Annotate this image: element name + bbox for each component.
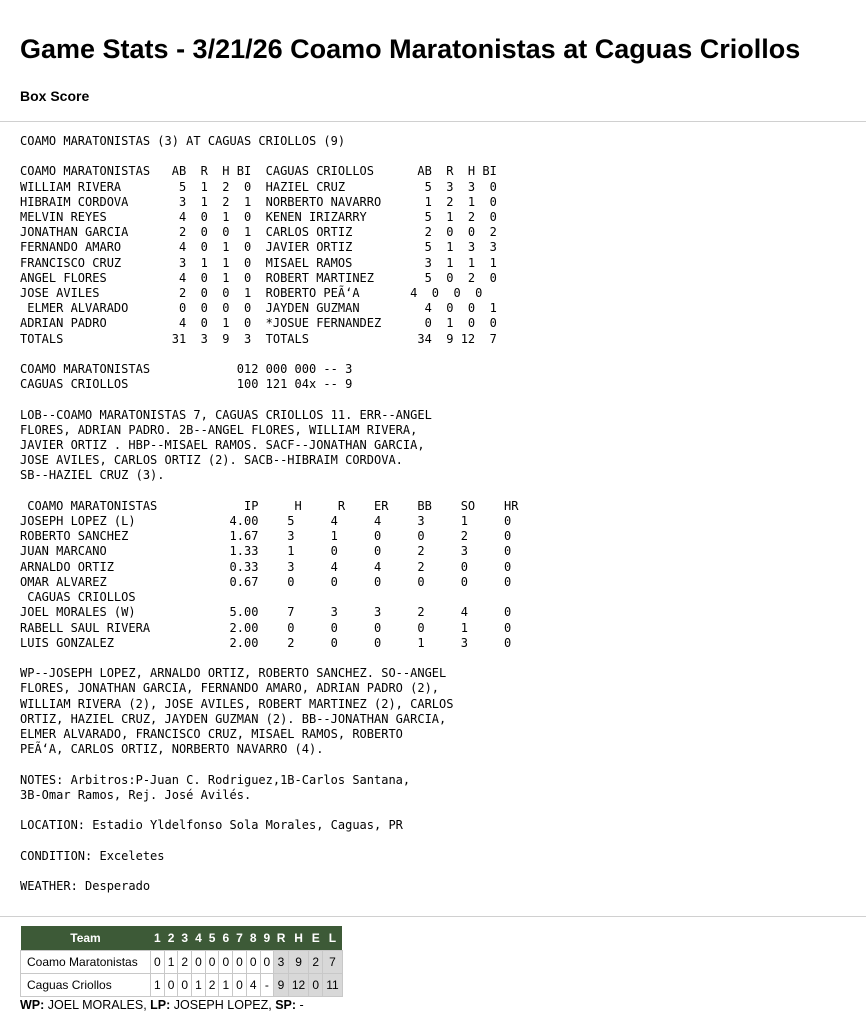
inning-cell: 0 [178,974,192,997]
inning-cell: 0 [164,974,178,997]
linescore-table [20,926,343,997]
inning-cell: 1 [192,974,206,997]
inning-cell: 0 [151,951,165,974]
header-hits: H [288,926,308,951]
header-inning-7: 7 [233,926,247,951]
divider-bottom [0,916,866,917]
header-team: Team [21,926,151,951]
header-inning-1: 1 [151,926,165,951]
inning-cell: 1 [219,974,233,997]
header-lob: L [323,926,342,951]
header-inning-4: 4 [192,926,206,951]
inning-cell: 0 [219,951,233,974]
header-inning-9: 9 [260,926,274,951]
inning-cell: 2 [178,951,192,974]
team-name: Caguas Criollos [21,974,151,997]
hits-cell: 12 [288,974,308,997]
losing-pitcher: JOSEPH LOPEZ, [173,998,272,1012]
header-inning-2: 2 [164,926,178,951]
inning-cell: 0 [233,951,247,974]
team-name: Coamo Maratonistas [21,951,151,974]
divider-top [0,121,866,122]
runs-cell: 3 [274,951,289,974]
section-title: Box Score [20,88,90,104]
box-score-text: COAMO MARATONISTAS (3) AT CAGUAS CRIOLLOS (9) COAMO MARATONISTAS AB R H BI CAGUAS CRIOLLOS AB R H BI WILLIAM RIVERA 5 1 2 0 HAZIEL CRUZ 5 3 3 0 HIBRAIM CORDOVA 3 1 2 1 NORBERTO NAVARRO 1 2 1 0 MELVIN REYES 4 0 1 0 KENEN IRIZARRY 5 1 2 0 JONATHAN GARCIA 2 0 0 1 CARLOS ORTIZ 2 0 0 2 FERNANDO AMARO 4 0 1 0 JAVIER ORTIZ 5 1 3 3 FRANCISCO CRUZ 3 1 1 0 MISAEL RAMOS 3 1 1 1 ANGEL FLORES 4 0 1 0 ROBERT MARTINEZ 5 0 2 0 JOSE AVILES 2 0 0 1 ROBERTO PEÃ‘A 4 0 0 0 ELMER ALVARADO 0 0 0 0 JAYDEN GUZMAN 4 0 0 1 ADRIAN PADRO 4 0 1 0 *JOSUE FERNANDEZ 0 1 0 0 TOTALS 31 3 9 3 TOTALS 34 9 12 7 COAMO MARATONISTAS 012 000 000 -- 3 CAGUAS CRIOLLOS 100 121 04x -- 9 LOB--COAMO MARATONISTAS 7, CAGUAS CRIOLLOS 11. ERR--ANGEL FLORES, ADRIAN PADRO. 2B--ANGEL FLORES, WILLIAM RIVERA, JAVIER ORTIZ . HBP--MISAEL RAMOS. SACF--JONATHAN GARCIA, JOSE AVILES, CARLOS ORTIZ (2). SACB--HIBRAIM CORDOVA. SB--HAZIEL CRUZ (3). COAMO MARATONISTAS IP H R ER BB SO HR JOSEPH LOPEZ (L) 4.00 5 4 4 3 1 0 ROBERTO SANCHEZ 1.67 3 1 0 0 2 0 JUAN MARCANO 1.33 1 0 0 2 3 0 ARNALDO ORTIZ 0.33 3 4 4 2 0 0 OMAR ALVAREZ 0.67 0 0 0 0 0 0 CAGUAS CRIOLLOS JOEL MORALES (W) 5.00 7 3 3 2 4 0 RABELL SAUL RIVERA 2.00 0 0 0 0 1 0 LUIS GONZALEZ 2.00 2 0 0 1 3 0 WP--JOSEPH LOPEZ, ARNALDO ORTIZ, ROBERTO SANCHEZ. SO--ANGEL FLORES, JONATHAN GARCIA, FERNANDO AMARO, ADRIAN PADRO (2), WILLIAM RIVERA (2), JOSE AVILES, ROBERT MARTINEZ (2), CARLOS ORTIZ, HAZIEL CRUZ, JAYDEN GUZMAN (2). BB--JONATHAN GARCIA, ELMER ALVARADO, FRANCISCO CRUZ, MISAEL RAMOS, ROBERTO PEÃ‘A, CARLOS ORTIZ, NORBERTO NAVARRO (4). NOTES: Arbitros:P-Juan C. Rodriguez,1B-Carlos Santana, 3B-Omar Ramos, Rej. José Avilés. LOCATION: Estadio Yldelfonso Sola Morales, Caguas, PR CONDITION: Exceletes WEATHER: Desperado [20,134,519,893]
header-inning-5: 5 [205,926,219,951]
lp-label: LP: [150,998,171,1012]
inning-cell: - [260,974,274,997]
inning-cell: 1 [151,974,165,997]
header-inning-3: 3 [178,926,192,951]
lob-cell: 11 [323,974,342,997]
pitching-decisions [20,998,304,1012]
wp-label: WP: [20,998,45,1012]
linescore-header-row [21,926,343,951]
inning-cell: 0 [246,951,260,974]
hits-cell: 9 [288,951,308,974]
errors-cell: 2 [309,951,323,974]
inning-cell: 0 [205,951,219,974]
header-inning-6: 6 [219,926,233,951]
inning-cell: 0 [260,951,274,974]
lob-cell: 7 [323,951,342,974]
errors-cell: 0 [309,974,323,997]
header-errors: E [309,926,323,951]
header-runs: R [274,926,289,951]
inning-cell: 0 [233,974,247,997]
inning-cell: 0 [192,951,206,974]
page-title: Game Stats - 3/21/26 Coamo Maratonistas at Caguas Criollos [20,34,801,64]
inning-cell: 1 [164,951,178,974]
inning-cell: 2 [205,974,219,997]
saving-pitcher: - [299,998,304,1012]
header-inning-8: 8 [246,926,260,951]
inning-cell: 4 [246,974,260,997]
sp-label: SP: [275,998,297,1012]
winning-pitcher: JOEL MORALES, [47,998,147,1012]
linescore-row-away [21,951,343,974]
linescore-row-home [21,974,343,997]
runs-cell: 9 [274,974,289,997]
